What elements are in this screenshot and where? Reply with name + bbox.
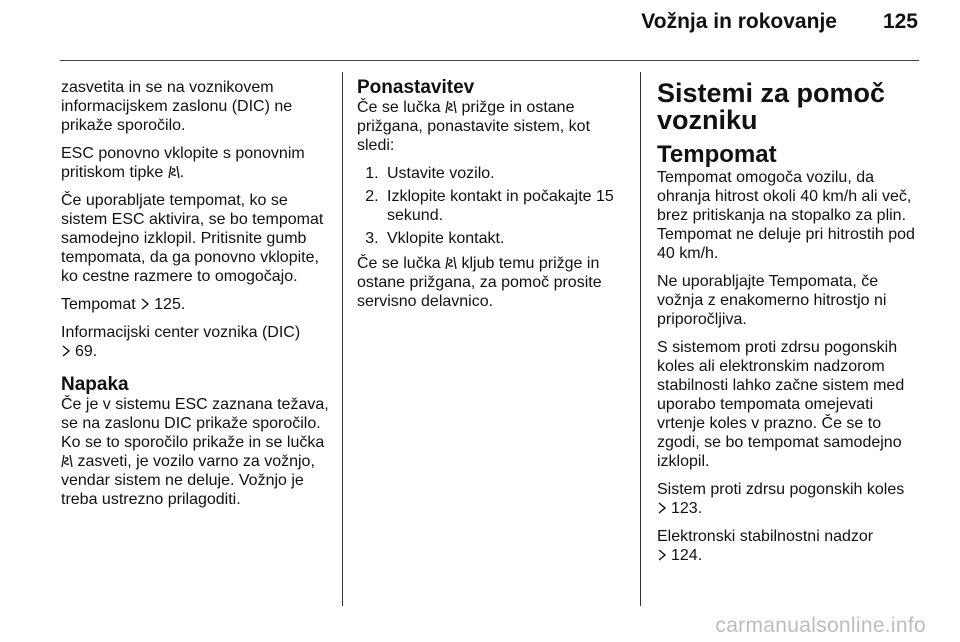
cross-reference[interactable]: Sistem proti zdrsu pogonskih koles 123. bbox=[657, 481, 905, 517]
esc-off-icon bbox=[61, 454, 73, 468]
steps-list bbox=[357, 164, 621, 248]
chapter-heading: Sistemi za pomoč vozniku bbox=[657, 78, 886, 135]
column-divider bbox=[342, 72, 343, 606]
cross-reference-icon bbox=[657, 549, 667, 561]
section-heading: Ponastavitev bbox=[357, 77, 475, 98]
column-3 bbox=[657, 80, 923, 574]
cross-reference-icon bbox=[140, 298, 150, 310]
paragraph: zasvetita in se na voznikovem informacijskem zaslonu (DIC) ne prikaže sporočilo. bbox=[61, 79, 293, 134]
list-item: 3. Vklopite kontakt. bbox=[383, 229, 621, 248]
column-2 bbox=[357, 78, 621, 320]
header-rule bbox=[60, 60, 919, 61]
column-1 bbox=[61, 78, 331, 518]
section-heading: Napaka bbox=[61, 374, 129, 395]
esc-off-icon bbox=[445, 100, 457, 114]
cross-reference[interactable]: Informacijski center voznika (DIC) 69. bbox=[61, 324, 301, 360]
paragraph: ESC ponovno vklopite s ponovnim pritiskom tipke . bbox=[61, 145, 305, 181]
cross-reference[interactable]: Tempomat 125. bbox=[61, 296, 186, 313]
page-title: Vožnja in rokovanje bbox=[641, 10, 837, 33]
paragraph: Če se lučka kljub temu prižge in ostane prižgana, za pomoč prosite servisno delavnico. bbox=[357, 255, 602, 310]
paragraph: Če uporabljate tempomat, ko se sistem ESC aktivira, se bo tempomat samodejno izklopil. Pritisnite gumb tempomata, da ga ponovno vklopite, ko cestne razmere to omogočajo. bbox=[61, 192, 324, 285]
cross-reference-icon bbox=[657, 502, 667, 514]
page-number: 125 bbox=[882, 10, 918, 33]
list-item: 2. Izklopite kontakt in počakajte 15 sekund. bbox=[383, 187, 621, 225]
paragraph: S sistemom proti zdrsu pogonskih koles ali elektronskim nadzorom stabilnosti lahko začne sistem med uporabo tempomata omejevati vrtenje koles v prazno. Če se to zgodi, se bo tempomat samodejno izklopil. bbox=[657, 339, 905, 470]
esc-off-icon bbox=[445, 256, 457, 270]
list-item: 1. Ustavite vozilo. bbox=[383, 164, 621, 183]
cross-reference-icon bbox=[61, 345, 71, 357]
section-heading: Tempomat bbox=[657, 141, 777, 168]
esc-off-icon bbox=[168, 165, 180, 179]
column-divider bbox=[640, 72, 641, 606]
paragraph: Ne uporabljajte Tempomata, če vožnja z enakomerno hitrostjo ni priporočljiva. bbox=[657, 273, 887, 328]
paragraph: Tempomat omogoča vozilu, da ohranja hitrost okoli 40 km/h ali več, brez pritiskanja na stopalko za plin. Tempomat ne deluje pri hitrostih pod 40 km/h. bbox=[657, 169, 915, 262]
watermark: carmanualsonline.info bbox=[715, 614, 926, 637]
paragraph: Če se lučka prižge in ostane prižgana, ponastavite sistem, kot sledi: bbox=[357, 99, 591, 154]
page-header bbox=[641, 10, 918, 34]
cross-reference[interactable]: Elektronski stabilnostni nadzor 124. bbox=[657, 528, 874, 564]
paragraph: Če je v sistemu ESC zaznana težava, se na zaslonu DIC prikaže sporočilo. Ko se to sporočilo prikaže in se lučka zasveti, je vozilo varno za vožnjo, vendar sistem ne deluje. Vožnjo je treba ustrezno prilagoditi. bbox=[61, 396, 329, 508]
